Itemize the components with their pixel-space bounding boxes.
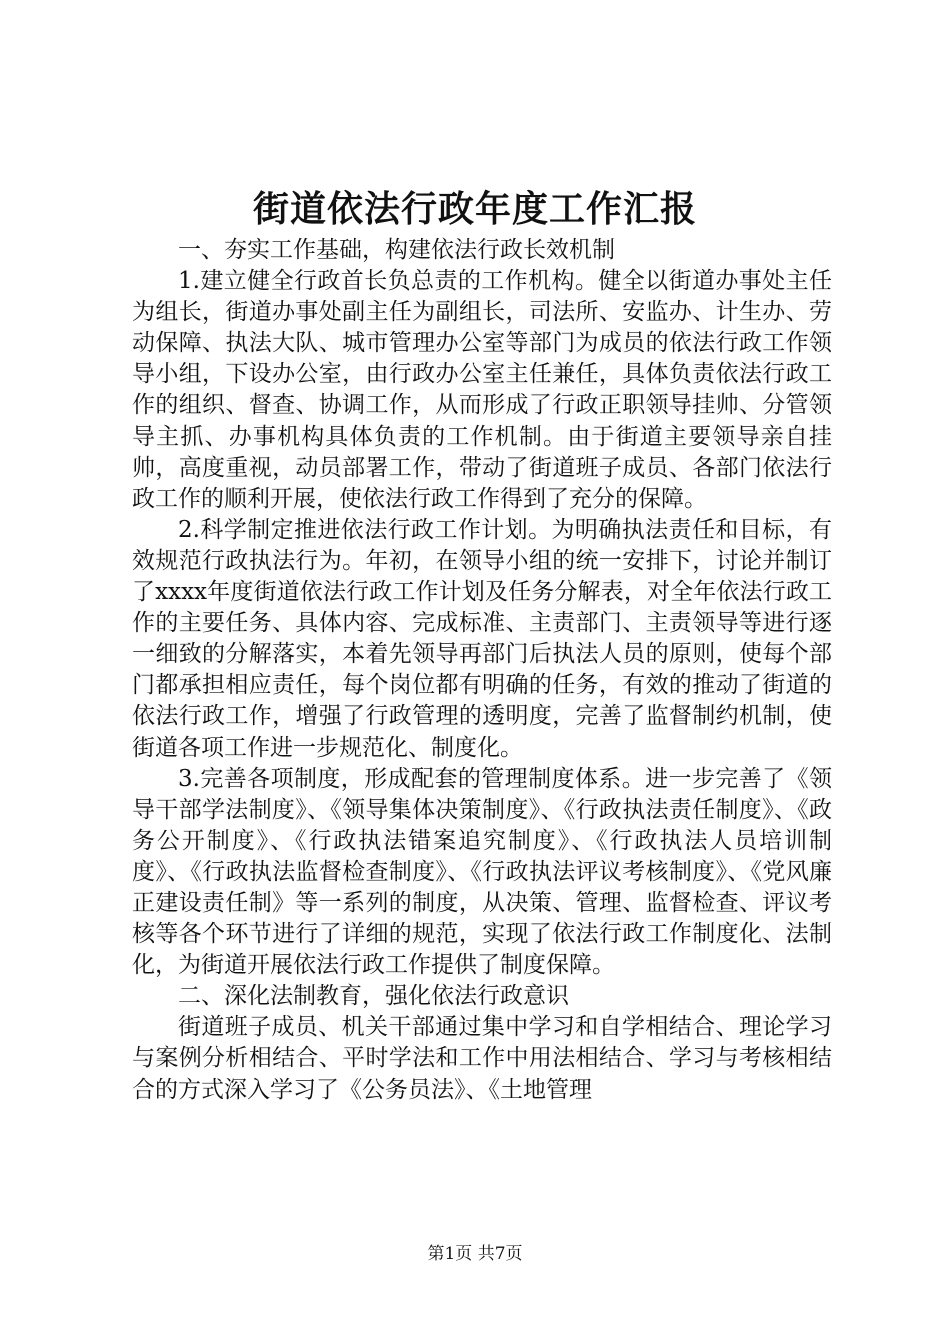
paragraph-2: 2.科学制定推进依法行政工作计划。为明确执法责任和目标，有效规范行政执法行为。年初，在领导小组的统一安排下，讨论并制订了xxxx年度街道依法行政工作计划及任务分解表，对全年依法行政工作的主要任务、具体内容、完成标准、主责部门、主责领导等进行逐一细致的分解落实，本着先领导再部门后执法人员的原则，使每个部门都承担相应责任，每个岗位都有明确的任务，有效的推动了街道的依法行政工作，增强了行政管理的透明度，完善了监督制约机制，使街道各项工作进一步规范化、制度化。 bbox=[132, 516, 832, 761]
document-body bbox=[132, 235, 832, 1106]
page-number-footer: 第1页 共7页 bbox=[427, 1244, 523, 1264]
paragraph-3: 3.完善各项制度，形成配套的管理制度体系。进一步完善了《领导干部学法制度》、《领导集体决策制度》、《行政执法责任制度》、《政务公开制度》、《行政执法错案追究制度》、《行政执法人员培训制度》、《行政执法监督检查制度》、《行政执法评议考核制度》、《党风廉正建设责任制》等一系列的制度，从决策、管理、监督检查、评议考核等各个环节进行了详细的规范，实现了依法行政工作制度化、法制化，为街道开展依法行政工作提供了制度保障。 bbox=[132, 765, 832, 979]
paragraph-1: 1.建立健全行政首长负总责的工作机构。健全以街道办事处主任为组长，街道办事处副主任为副组长，司法所、安监办、计生办、劳动保障、执法大队、城市管理办公室等部门为成员的依法行政工作领导小组，下设办公室，由行政办公室主任兼任，具体负责依法行政工作的组织、督查、协调工作，从而形成了行政正职领导挂帅、分管领导主抓、办事机构具体负责的工作机制。由于街道主要领导亲自挂帅，高度重视，动员部署工作，带动了街道班子成员、各部门依法行政工作的顺利开展，使依法行政工作得到了充分的保障。 bbox=[132, 268, 832, 512]
document-title: 街道依法行政年度工作汇报 bbox=[252, 188, 697, 230]
section-heading-2: 二、深化法制教育，强化依法行政意识 bbox=[178, 983, 569, 1010]
paragraph-4: 街道班子成员、机关干部通过集中学习和自学相结合、理论学习与案例分析相结合、平时学法和工作中用法相结合、学习与考核相结合的方式深入学习了《公务员法》、《土地管理 bbox=[132, 1014, 832, 1103]
section-heading-1: 一、夯实工作基础，构建依法行政长效机制 bbox=[178, 237, 615, 263]
